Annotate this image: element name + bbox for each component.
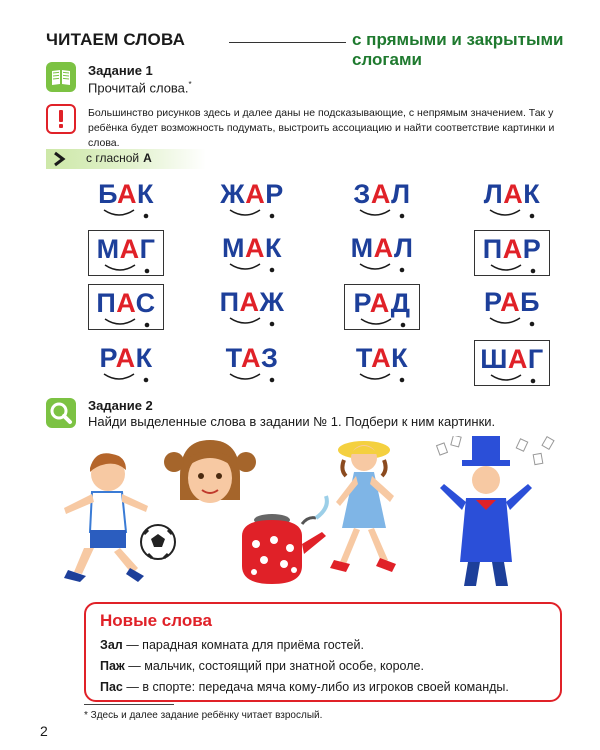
word-card: [88, 176, 164, 222]
boy-soccer-illustration: [64, 453, 148, 582]
word-card: [474, 176, 550, 222]
task1-title: Задание 1: [88, 63, 153, 78]
footnote-marker: *: [188, 80, 192, 89]
consonant-dot: [530, 214, 535, 219]
word-card: [474, 284, 550, 330]
word-text: МАЛ: [350, 233, 414, 263]
page-number: 2: [40, 723, 48, 739]
new-word-item: Зал — парадная комната для приёма гостей.: [100, 638, 364, 652]
note-text: Большинство рисунков здесь и далее даны не подсказывающие, с непрямым значением. Так у ребёнка будет возможность подумать, выстроить ассоциацию и найти соответствие картинки и слова.: [88, 107, 555, 149]
consonant-dot: [400, 378, 405, 383]
alert-icon: [46, 104, 76, 134]
consonant-dot: [530, 322, 535, 327]
word-card: [344, 284, 420, 330]
girl-face-illustration: [164, 440, 256, 503]
consonant-dot: [270, 322, 275, 327]
word-card: [474, 340, 550, 386]
new-word-item: Пас — в спорте: передача мяча кому-либо из игроков своей команды.: [100, 680, 509, 694]
syllable-arc: [230, 264, 260, 269]
word-text: ТАК: [355, 343, 409, 373]
search-icon: [46, 398, 76, 428]
word-text: МАК: [222, 233, 282, 263]
book-icon: [46, 62, 76, 92]
word-text: ПАЖ: [219, 287, 285, 317]
word-card: [88, 230, 164, 276]
illustrations: [40, 436, 570, 596]
syllable-arc: [104, 374, 134, 379]
word-text: РАК: [99, 343, 153, 373]
syllable-arc: [360, 264, 390, 269]
word-text: ТАЗ: [225, 343, 279, 373]
header-divider: [229, 42, 346, 43]
task2-text: Найди выделенные слова в задании № 1. Подбери к ним картинки.: [88, 414, 496, 429]
page-subtitle: с прямыми и закрытыми слогами: [352, 30, 564, 69]
word-card: [214, 176, 290, 222]
word-text: ЛАК: [483, 179, 541, 209]
chevron-right-icon: [52, 151, 66, 167]
syllable-arc: [105, 319, 135, 324]
consonant-dot: [531, 269, 536, 274]
consonant-dot: [144, 214, 149, 219]
syllable-arc: [360, 210, 390, 215]
vowel-section-bar: [46, 149, 206, 169]
consonant-dot: [400, 268, 405, 273]
word-card: [214, 230, 290, 276]
word-card: [214, 340, 290, 386]
word-card: [344, 340, 420, 386]
word-card: [88, 284, 164, 330]
page-header: [46, 30, 566, 69]
syllable-arc: [360, 374, 390, 379]
syllable-arc: [105, 265, 135, 270]
consonant-dot: [270, 214, 275, 219]
word-text: ЗАЛ: [353, 179, 411, 209]
word-text: ШАГ: [480, 344, 544, 374]
word-card: [474, 230, 550, 276]
word-text: ПАР: [482, 234, 542, 264]
new-words-title: Новые слова: [100, 611, 212, 630]
magician-illustration: [437, 436, 554, 586]
vowel-label: с гласной А: [86, 151, 152, 165]
task1-text: Прочитай слова.*: [88, 80, 192, 96]
syllable-arc: [230, 318, 260, 323]
syllable-arc: [104, 210, 134, 215]
consonant-dot: [145, 323, 150, 328]
word-card: [344, 176, 420, 222]
soccer-ball-icon: [141, 525, 175, 559]
syllable-arc: [491, 375, 521, 380]
syllable-arc: [491, 265, 521, 270]
consonant-dot: [400, 214, 405, 219]
footnote-divider: [84, 704, 174, 705]
word-text: ПАС: [96, 288, 156, 318]
footnote: * Здесь и далее задание ребёнку читает взрослый.: [84, 710, 323, 721]
consonant-dot: [144, 378, 149, 383]
girl-walking-illustration: [330, 441, 396, 572]
word-card: [88, 340, 164, 386]
syllable-arc: [490, 318, 520, 323]
new-word-item: Паж — мальчик, состоящий при знатной особе, короле.: [100, 659, 424, 673]
consonant-dot: [401, 323, 406, 328]
syllable-arc: [490, 210, 520, 215]
new-words-box: [84, 602, 562, 702]
consonant-dot: [270, 378, 275, 383]
word-text: БАК: [98, 179, 154, 209]
syllable-arc: [361, 319, 391, 324]
teapot-illustration: [242, 496, 327, 584]
syllable-arc: [230, 210, 260, 215]
consonant-dot: [270, 268, 275, 273]
word-text: РАД: [353, 288, 411, 318]
page-title: ЧИТАЕМ СЛОВА: [46, 30, 186, 49]
syllable-arc: [230, 374, 260, 379]
word-text: ЖАР: [220, 179, 284, 209]
word-text: РАБ: [483, 287, 541, 317]
consonant-dot: [145, 269, 150, 274]
word-card: [344, 230, 420, 276]
word-card: [214, 284, 290, 330]
word-text: МАГ: [96, 234, 156, 264]
consonant-dot: [531, 379, 536, 384]
task2-title: Задание 2: [88, 398, 153, 413]
